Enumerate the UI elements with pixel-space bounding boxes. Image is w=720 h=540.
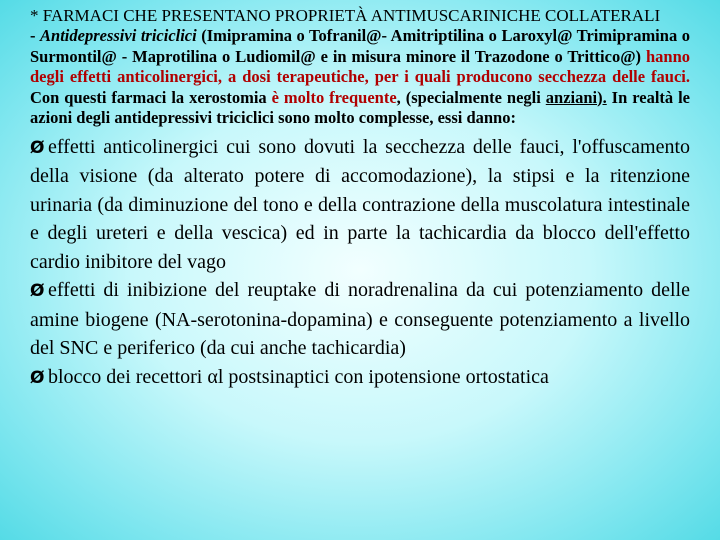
- intro-text-4: In realtà le azioni degli antidepressivi triciclici sono molto complesse, essi danno:: [30, 87, 690, 127]
- arrow-bullet-icon: Ø: [30, 281, 45, 301]
- bullet-text: effetti di inibizione del reuptake di noradrenalina da cui potenziamento delle amine biogene (NA-serotonina-dopamina) e conseguente potenziamento a livello del SNC e periferico (da cui anche tachicardia): [30, 279, 690, 359]
- arrow-bullet-icon: Ø: [30, 137, 45, 158]
- intro-paragraph: [30, 26, 690, 129]
- bullet-item: [30, 276, 690, 363]
- bullet-text: blocco dei recettori αl postsinaptici con ipotensione ortostatica: [48, 365, 549, 388]
- bullet-text: effetti anticolinergici cui sono dovuti la secchezza delle fauci, l'offuscamento della visione (da alterato potere di accomodazione), la stipsi e la ritenzione urinaria (da diminuzione del tono e della contrazione della muscolatura intestinale e degli ureteri e della vescica) ed in parte la tachicardia da blocco dell'effetto cardio inibitore del vago: [30, 135, 690, 273]
- bullet-item: [30, 363, 690, 393]
- frequency-text: è molto frequente: [271, 87, 397, 107]
- bullet-list: [30, 133, 690, 393]
- slide-heading: * FARMACI CHE PRESENTANO PROPRIETÀ ANTIMUSCARINICHE COLLATERALI: [30, 6, 661, 25]
- drug-class: Antidepressivi triciclici: [40, 26, 197, 45]
- anticholinergic-effect-text: hanno degli effetti anticolinergici, a dosi terapeutiche, per i quali producono secchezza delle fauci.: [30, 46, 690, 86]
- bullet-item: [30, 133, 690, 277]
- intro-dash: -: [30, 26, 41, 45]
- elderly-text: anziani).: [545, 87, 607, 107]
- arrow-bullet-icon: Ø: [30, 367, 45, 388]
- intro-text-2: Con questi farmaci la xerostomia: [30, 87, 272, 107]
- drug-list: (Imipramina o Tofranil@- Amitriptilina o Laroxyl@ Trimipramina o Surmontil@ - Maprotilina o Ludiomil@ e in misura minore il Trazodone o Trittico@): [30, 26, 690, 66]
- intro-text-3: , (specialmente negli: [396, 87, 546, 107]
